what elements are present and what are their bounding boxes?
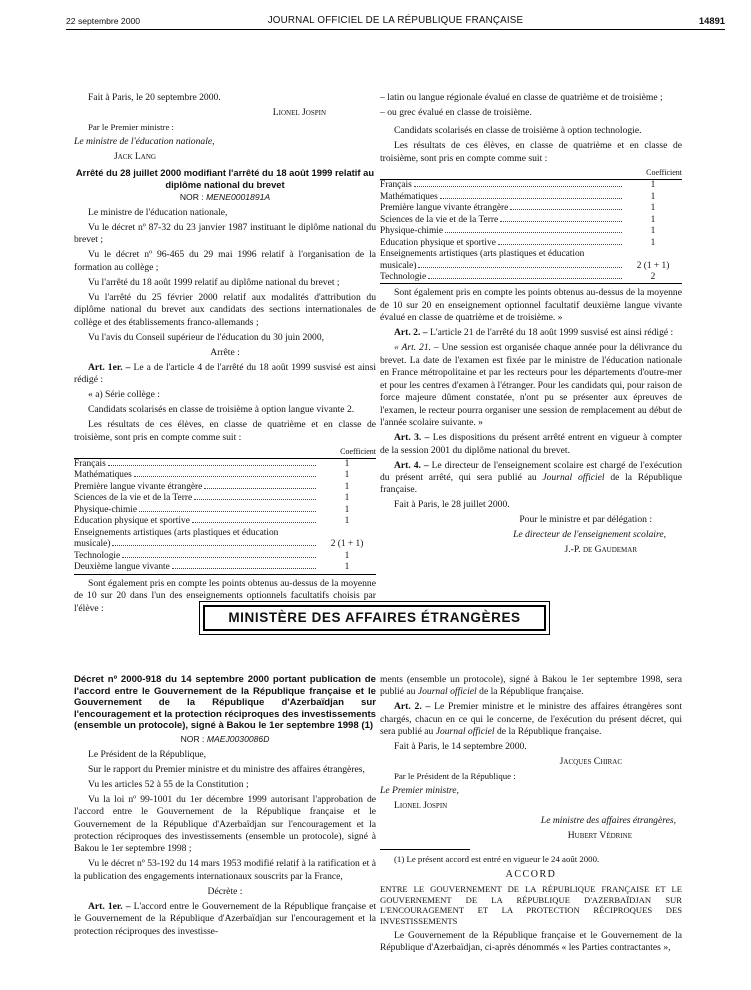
subject-name: Education physique et sportive — [380, 237, 496, 248]
optional-subjects-line: Sont également pris en compte les points obtenus au-dessus de la moyenne de 10 sur 20 dans l'un des enseignements optionnels facultatifs choisis par l'élève : — [74, 577, 376, 614]
coefficient-row — [380, 238, 682, 249]
accord-subtitle: ENTRE LE GOUVERNEMENT DE LA RÉPUBLIQUE FRANÇAISE ET LE GOUVERNEMENT DE LA RÉPUBLIQUE D'AZERBAÏDJAN SUR L'ENCOURAGEMENT ET LA PROTECTION RÉCIPROQUES DES INVESTISSEMENTS — [380, 884, 682, 927]
article-1 — [74, 362, 376, 387]
article-text: ments (ensemble un protocole), signé à Bakou le 1er septembre 1998, sera publié au — [380, 674, 682, 698]
article-text: Les dispositions du présent arrêté entrent en vigueur à compter de la session 2001 du diplôme national du brevet. — [380, 432, 682, 456]
preamble-line: Vu la loi nº 99-1001 du 1er décembre 1999 autorisant l'approbation de l'accord entre le Gouvernement de la République française et le Gouvernement de la République d'Azerbaïdjan sur l'encouragement et la protection réciproques des investissements (ensemble un protocole), signé à Bakou le 1er septembre 1998 ; — [74, 793, 376, 855]
signatory-name: Lionel Jospin — [272, 106, 326, 118]
coefficient-value: 1 — [650, 214, 656, 225]
article-label: Art. 3. – — [394, 432, 430, 444]
nor-label: NOR : — [179, 191, 204, 202]
preamble-line: Le ministre de l'éducation nationale, — [88, 207, 228, 219]
coefficient-header: Coefficient — [340, 446, 376, 456]
subject-name: Sciences de la vie et de la Terre — [380, 214, 499, 225]
column-1 — [74, 92, 376, 617]
series-heading: « a) Série collège : — [88, 389, 160, 401]
nor-reference — [74, 734, 376, 745]
on-behalf-line: Par le Premier ministre : — [88, 121, 174, 132]
coefficient-row — [380, 203, 682, 214]
prime-minister-title: Le Premier ministre, — [380, 785, 459, 797]
decrete-heading: Décrète : — [207, 885, 243, 897]
coefficient-row — [380, 215, 682, 226]
coefficient-value — [624, 249, 682, 260]
subject-name: Français — [74, 458, 106, 469]
coefficient-table — [380, 179, 682, 284]
signing-place-date: Fait à Paris, le 14 septembre 2000. — [394, 741, 527, 753]
coefficient-value: 1 — [344, 516, 350, 527]
subject-cell — [380, 238, 624, 249]
accord-heading: ACCORD — [505, 869, 557, 880]
article-text: Le a de l'article 4 de l'arrêté du 18 août 1999 susvisé est ainsi rédigé : — [74, 361, 376, 386]
article-4 — [380, 460, 682, 497]
preamble-line: Vu les articles 52 à 55 de la Constitution ; — [88, 778, 249, 790]
dot-leader — [440, 198, 622, 199]
arrete-heading: Arrête : — [210, 346, 240, 358]
president-name: Jacques Chirac — [559, 756, 622, 768]
subject-cell — [74, 482, 318, 493]
minister-name: Jack Lang — [114, 150, 156, 162]
subject-name: Première langue vivante étrangère — [74, 481, 203, 492]
on-behalf-line: Par le Président de la République : — [394, 771, 516, 782]
dot-leader — [108, 465, 316, 466]
dot-leader — [510, 209, 622, 210]
subject-cell — [380, 180, 624, 192]
foreign-minister-name: Hubert Védrine — [567, 830, 632, 842]
subject-name: Sciences de la vie et de la Terre — [74, 493, 193, 504]
journal-name: Journal officiel — [542, 472, 605, 484]
nor-code: MAEJ0030086D — [206, 733, 270, 744]
nor-reference — [74, 192, 376, 203]
coefficient-row — [380, 180, 682, 192]
signing-place-date: Fait à Paris, le 20 septembre 2000. — [88, 92, 221, 103]
coefficient-value: 1 — [344, 470, 350, 481]
article-text: L'article 21 de l'arrêté du 18 août 1999 susvisé est ainsi rédigé : — [429, 327, 674, 339]
coefficient-row — [74, 562, 376, 574]
coefficient-value: 1 — [344, 550, 350, 561]
coefficient-value: 2 (1 + 1) — [636, 260, 670, 271]
preamble-line: Sur le rapport du Premier ministre et du ministre des affaires étrangères, — [88, 763, 365, 775]
subject-name: Enseignements artistiques (arts plastiques et éducation — [380, 249, 585, 260]
article-text-end: de la République française. — [479, 686, 584, 698]
coefficient-row — [74, 458, 376, 470]
subject-name: Physique-chimie — [380, 226, 444, 237]
subject-name: Enseignements artistiques (arts plastiques et éducation — [74, 527, 279, 538]
column-4 — [380, 674, 682, 957]
column-2 — [380, 92, 682, 559]
dot-leader — [194, 499, 316, 500]
coefficient-value: 1 — [650, 203, 656, 214]
results-line: Les résultats de ces élèves, en classe de quatrième et en classe de troisième, sont pris en compte comme suit : — [74, 419, 376, 443]
coefficient-row — [380, 192, 682, 203]
coefficient-value: 1 — [344, 504, 350, 515]
coefficient-value: 1 — [650, 226, 656, 237]
dot-leader — [428, 278, 622, 279]
coefficient-value: 1 — [344, 562, 350, 573]
dot-leader — [414, 186, 622, 187]
footnote: (1) Le présent accord est entré en vigueur le 24 août 2000. — [394, 853, 600, 864]
coefficient-value: 1 — [344, 493, 350, 504]
article-label: Art. 2. – — [394, 701, 431, 713]
accord-opening: Le Gouvernement de la République française et le Gouvernement de la République d'Azerbaïdjan, ci-après dénommés « les Parties contractantes », — [380, 929, 682, 954]
journal-name: Journal officiel — [435, 726, 495, 738]
coefficient-table — [74, 458, 376, 575]
subject-name: Education physique et sportive — [74, 516, 190, 527]
header-date: 22 septembre 2000 — [66, 16, 141, 26]
preamble-line: Vu le décret nº 87-32 du 23 janvier 1987 instituant le diplôme national du brevet ; — [74, 222, 376, 246]
subject-name: Mathématiques — [380, 191, 438, 202]
candidates-line: Candidats scolarisés en classe de troisième à option langue vivante 2. — [88, 404, 355, 416]
subject-cell — [380, 249, 624, 260]
dot-leader — [192, 522, 316, 523]
subject-name: Deuxième langue vivante — [74, 562, 170, 573]
dot-leader — [122, 557, 316, 558]
header-page-number: 14891 — [698, 15, 725, 26]
coefficient-row — [380, 261, 682, 272]
coefficient-row — [74, 539, 376, 550]
coefficient-value: 1 — [344, 458, 350, 469]
director-name: J.-P. de Gaudemar — [564, 544, 637, 556]
dot-leader — [172, 568, 316, 569]
dot-leader — [418, 267, 622, 268]
subject-cell — [380, 203, 624, 214]
dot-leader — [204, 488, 316, 489]
subject-cell — [74, 539, 318, 550]
coefficient-row — [380, 249, 682, 260]
coefficient-value: 2 — [650, 271, 656, 282]
director-title: Le directeur de l'enseignement scolaire, — [513, 529, 666, 541]
coefficient-row — [74, 470, 376, 481]
list-item: – latin ou langue régionale évalué en classe de quatrième et de troisième ; — [380, 92, 663, 103]
article-text: L'accord entre le Gouvernement de la République française et le Gouvernement de la République d'Azerbaïdjan sur l'encouragement et la protection réciproques des investisse- — [74, 900, 376, 937]
article-text: Le directeur de l'enseignement scolaire est chargé de l'exécution du présent arrêté, qui sera publié au — [380, 459, 682, 484]
optional-subjects-line: Sont également pris en compte les points obtenus au-dessus de la moyenne de 10 sur 20 en enseignement optionnel facultatif deuxième langue vivante évalué en classe de quatrième et de troisième. » — [380, 287, 682, 324]
subject-cell — [74, 528, 318, 539]
dot-leader — [134, 476, 316, 477]
article-label: Art. 1er. – — [88, 361, 131, 373]
subject-name: musicale) — [380, 260, 417, 271]
article-2 — [380, 701, 682, 738]
preamble-line: Vu le décret nº 96-465 du 29 mai 1996 relatif à l'organisation de la formation au collège ; — [74, 249, 376, 273]
dot-leader — [445, 232, 622, 233]
nor-label: NOR : — [180, 733, 205, 744]
article-text: Le Premier ministre et le ministre des affaires étrangères sont chargés, chacun en ce qui le concerne, de l'exécution du présent décret, qui sera publié au — [380, 701, 682, 738]
article-text: Une session est organisée chaque année pour la délivrance du brevet. La date de l'examen est fixée par le ministre de l'éducation nationale en France métropolitaine et par les recteurs pour les départements d'outre-mer et pour les centres d'examen à l'étranger. Pour les candidats qui, pour raison de force majeure dûment constatée, n'ont pu se présenter aux épreuves de l'examen, le recteur pourra organiser une session de remplacement au début de l'année scolaire suivante. » — [380, 342, 683, 429]
subject-name: musicale) — [74, 539, 111, 550]
coefficient-row — [74, 482, 376, 493]
subject-cell — [380, 215, 624, 226]
article-1 — [74, 901, 376, 938]
dot-leader — [112, 545, 316, 546]
page-header — [66, 14, 725, 28]
minister-title: Le ministre de l'éducation nationale, — [74, 135, 215, 147]
coefficient-row — [380, 226, 682, 237]
coefficient-row — [74, 493, 376, 504]
subject-cell — [380, 226, 624, 237]
coefficient-row — [74, 551, 376, 562]
subject-name: Technologie — [74, 550, 121, 561]
coefficient-value — [318, 528, 376, 539]
subject-cell — [380, 261, 624, 272]
coefficient-row — [74, 505, 376, 516]
prime-minister-name: Lionel Jospin — [394, 800, 448, 812]
subject-cell — [380, 272, 624, 284]
coefficient-value: 2 (1 + 1) — [330, 539, 364, 550]
column-3 — [74, 674, 376, 941]
article-label: « Art. 21. – — [394, 342, 439, 354]
nor-code: MENE0001891A — [206, 191, 271, 202]
subject-cell — [380, 192, 624, 203]
subject-cell — [74, 516, 318, 527]
subject-cell — [74, 505, 318, 516]
subject-name: Physique-chimie — [74, 504, 138, 515]
subject-cell — [74, 493, 318, 504]
coefficient-value: 1 — [650, 180, 656, 191]
article-text-end: de la République française. — [380, 472, 682, 496]
dot-leader — [498, 244, 622, 245]
list-item: – ou grec évalué en classe de troisième. — [380, 106, 532, 118]
coefficient-row — [74, 516, 376, 527]
article-2 — [380, 327, 682, 339]
subject-name: Mathématiques — [74, 470, 132, 481]
dot-leader — [139, 511, 316, 512]
foreign-minister-title: Le ministre des affaires étrangères, — [540, 815, 676, 827]
preamble-line: Vu l'arrêté du 25 février 2000 relatif aux modalités d'attribution du diplôme national du brevet aux candidats des sections internationales de collège et des établissements franco-allemands ; — [74, 291, 376, 328]
decree-title: Décret nº 2000-918 du 14 septembre 2000 portant publication de l'accord entre le Gouvernement de la République française et le Gouvernement de la République d'Azerbaïdjan sur l'encouragement et la protection réciproques des investissements (ensemble un protocole), signé à Bakou le 1er septembre 1998 (1) — [74, 674, 376, 731]
coefficient-header: Coefficient — [646, 167, 682, 177]
decree-title: Arrêté du 28 juillet 2000 modifiant l'arrêté du 18 août 1999 relatif au diplôme national du brevet — [75, 167, 375, 190]
subject-name: Première langue vivante étrangère — [380, 203, 509, 214]
article-text-end: de la République française. — [496, 726, 602, 738]
article-label: Art. 2. – — [394, 327, 428, 339]
results-line: Les résultats de ces élèves, en classe de quatrième et en classe de troisième, sont pris en compte comme suit : — [380, 140, 682, 164]
article-21 — [380, 342, 682, 429]
article-label: Art. 1er. – — [88, 900, 131, 912]
preamble-line: Vu l'arrêté du 18 août 1999 relatif au diplôme national du brevet ; — [88, 276, 340, 288]
preamble-line: Vu l'avis du Conseil supérieur de l'éducation du 30 juin 2000, — [88, 331, 325, 343]
preamble-line: Vu le décret nº 53-192 du 14 mars 1953 modifié relatif à la ratification et à la publication des engagements internationaux souscrits par la France, — [74, 858, 376, 882]
coefficient-row — [380, 272, 682, 284]
delegation-line: Pour le ministre et par délégation : — [519, 514, 652, 526]
header-journal-title: JOURNAL OFFICIEL DE LA RÉPUBLIQUE FRANÇAISE — [267, 15, 524, 26]
preamble-line: Le Président de la République, — [88, 748, 207, 760]
coefficient-value: 1 — [650, 237, 656, 248]
subject-name: Français — [380, 180, 412, 191]
dot-leader — [500, 221, 622, 222]
article-1-continued — [380, 674, 682, 699]
subject-cell — [74, 470, 318, 481]
header-rule — [66, 29, 725, 30]
subject-cell — [74, 562, 318, 574]
subject-cell — [74, 458, 318, 470]
candidates-line: Candidats scolarisés en classe de troisième à option technologie. — [394, 125, 642, 137]
coefficient-value: 1 — [344, 481, 350, 492]
journal-name: Journal officiel — [417, 686, 477, 698]
article-label: Art. 4. – — [394, 459, 429, 471]
coefficient-value: 1 — [650, 191, 656, 202]
footnote-rule — [380, 849, 470, 850]
article-3 — [380, 432, 682, 457]
section-banner: MINISTÈRE DES AFFAIRES ÉTRANGÈRES — [203, 605, 546, 631]
signing-place-date: Fait à Paris, le 28 juillet 2000. — [394, 499, 510, 511]
subject-cell — [74, 551, 318, 562]
subject-name: Technologie — [380, 271, 427, 282]
coefficient-row — [74, 528, 376, 539]
